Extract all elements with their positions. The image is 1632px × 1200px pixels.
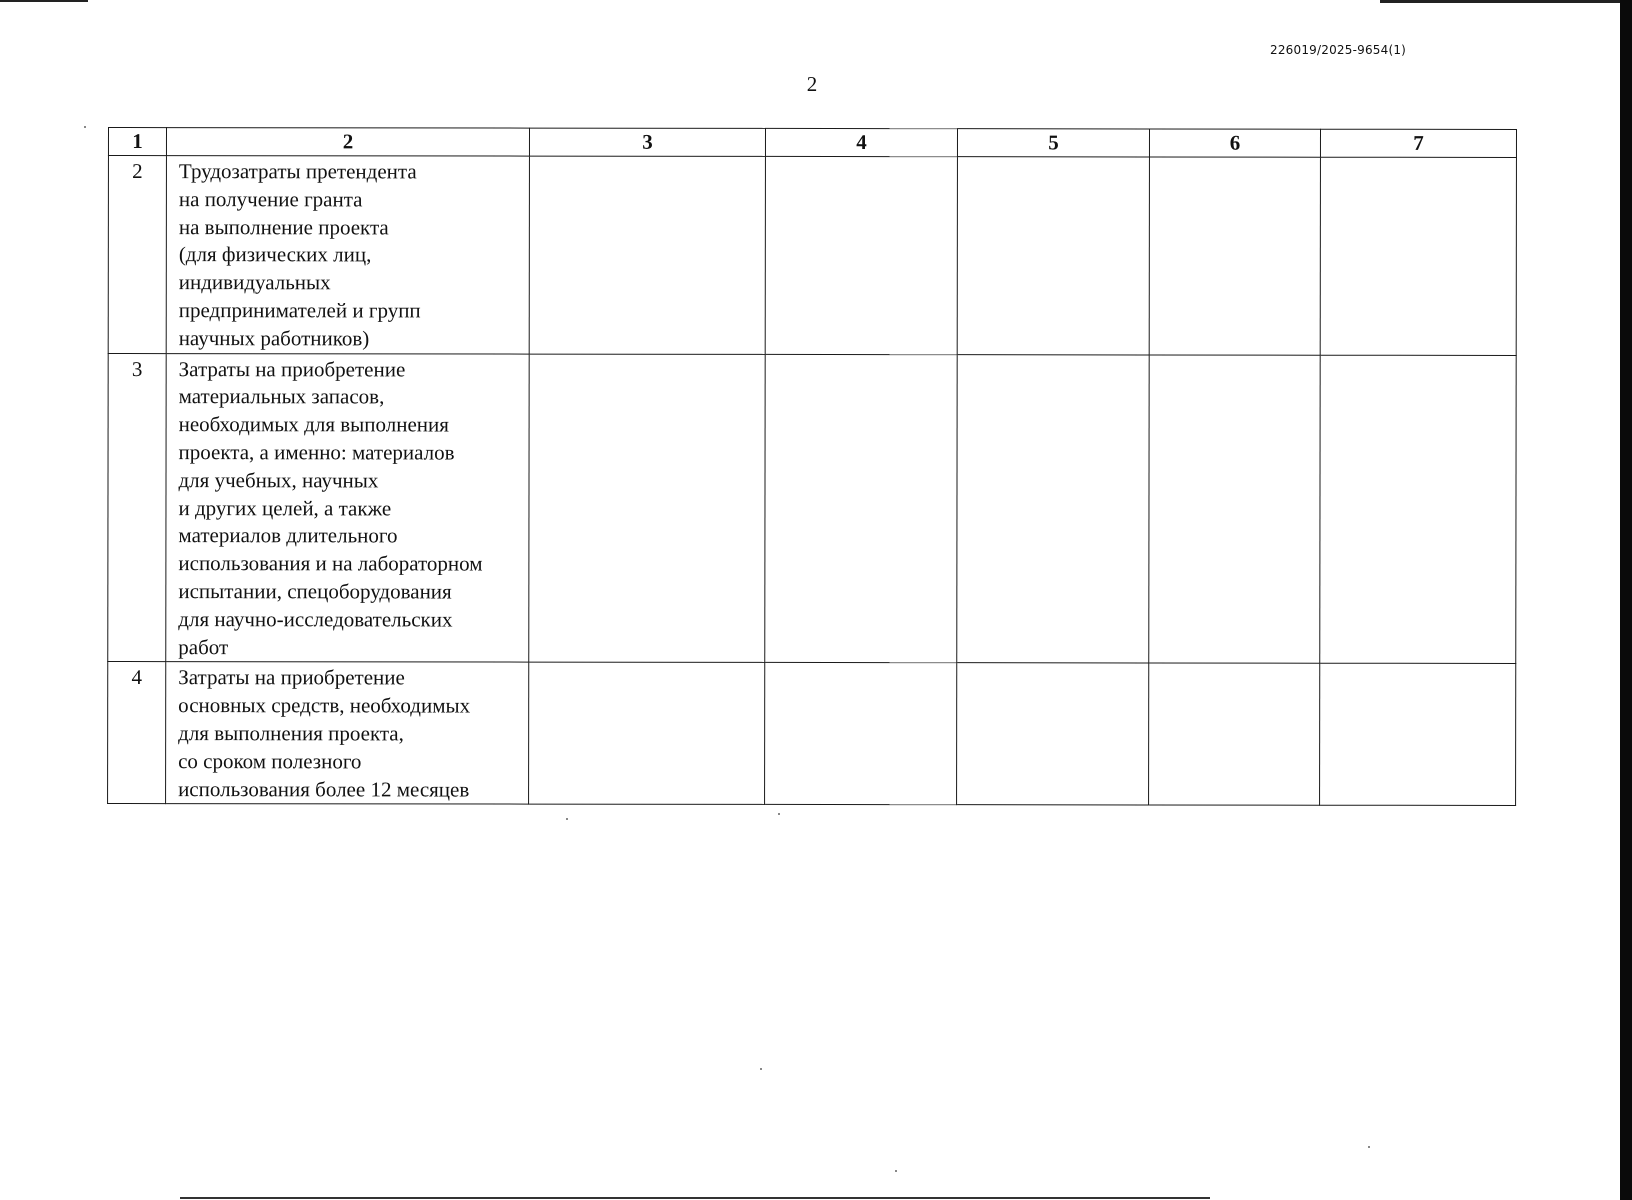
row-number: 2 bbox=[108, 156, 166, 354]
scan-artifact-bottom-line bbox=[180, 1197, 1210, 1199]
table-cell bbox=[529, 354, 765, 663]
scan-speck bbox=[1368, 1146, 1370, 1148]
table-cell bbox=[765, 156, 957, 354]
column-header: 7 bbox=[1320, 129, 1516, 157]
table-row bbox=[108, 662, 1516, 806]
table-row bbox=[108, 156, 1516, 356]
table-cell bbox=[1149, 663, 1320, 805]
row-description: Затраты на приобретение основных средств, необходимых для выполнения проекта, со сроком полезного использования более 12 месяцев bbox=[166, 662, 529, 804]
table-cell bbox=[957, 663, 1149, 805]
scan-speck bbox=[895, 1170, 897, 1172]
table-cell bbox=[529, 156, 765, 354]
row-number: 4 bbox=[108, 662, 166, 804]
row-description: Трудозатраты претендента на получение гранта на выполнение проекта (для физических лиц, индивидуальных предпринимателей и групп научных работников) bbox=[166, 156, 529, 354]
page-number: 2 bbox=[806, 72, 818, 96]
table-cell bbox=[529, 662, 765, 804]
table-cell bbox=[1149, 355, 1320, 664]
table-cell bbox=[1320, 355, 1516, 664]
scan-artifact-top-right bbox=[1380, 0, 1632, 3]
column-header: 5 bbox=[957, 129, 1149, 157]
table-cell bbox=[1149, 157, 1320, 355]
table-row bbox=[108, 353, 1516, 664]
column-header: 6 bbox=[1149, 129, 1320, 157]
budget-table bbox=[107, 127, 1517, 806]
scan-artifact-top-left bbox=[0, 0, 88, 2]
table-header-row bbox=[108, 128, 1516, 158]
column-header: 3 bbox=[529, 128, 765, 156]
scan-speck bbox=[566, 818, 568, 820]
scan-speck bbox=[84, 126, 86, 128]
table-cell bbox=[765, 354, 957, 663]
table-cell bbox=[765, 663, 957, 805]
table-cell bbox=[1320, 664, 1516, 806]
scan-speck bbox=[778, 813, 780, 815]
table-cell bbox=[1320, 157, 1516, 355]
column-header: 1 bbox=[108, 128, 166, 156]
table-cell bbox=[957, 157, 1149, 355]
column-header: 2 bbox=[166, 128, 529, 157]
document-number: 226019/2025-9654(1) bbox=[1270, 43, 1407, 57]
column-header: 4 bbox=[765, 128, 957, 156]
scan-artifact-right-edge bbox=[1620, 0, 1632, 1200]
row-number: 3 bbox=[108, 353, 166, 662]
row-description: Затраты на приобретение материальных запасов, необходимых для выполнения проекта, а именно: материалов для учебных, научных и других целей, а также материалов длительного использования и на лабораторном испытании, спецоборудования для научно-исследовательских работ bbox=[166, 353, 529, 662]
scan-speck bbox=[760, 1068, 762, 1070]
table-cell bbox=[957, 354, 1149, 663]
